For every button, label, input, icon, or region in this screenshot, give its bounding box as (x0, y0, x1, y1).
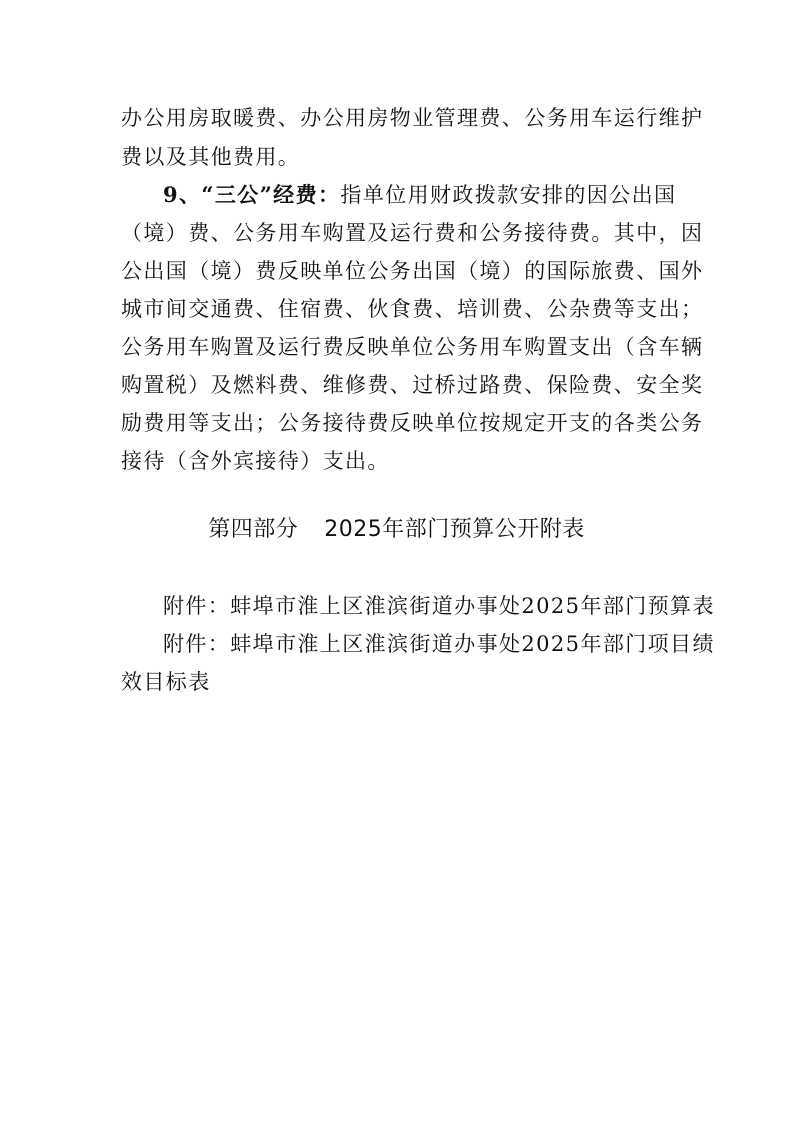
section-title: 2025年部门预算公开附表 (324, 517, 585, 542)
definition-text: 指单位用财政拨款安排的因公出国 (340, 183, 677, 207)
paragraph-line: 费以及其他费用。 (121, 145, 301, 169)
paragraph-line: 办公用房取暖费、办公用房物业管理费、公务用车运行维护 (121, 106, 704, 130)
definition-term: 9、“三公”经费： (163, 182, 341, 207)
definition-first-line (163, 177, 723, 213)
paragraph-line: 励费用等支出；公务接待费反映单位按规定开支的各类公务 (121, 411, 704, 435)
section-heading (0, 512, 793, 548)
paragraph-line: 接待（含外宾接待）支出。 (121, 449, 390, 473)
paragraph-line: 公出国（境）费反映单位公务出国（境）的国际旅费、国外 (121, 259, 704, 283)
attachment-item-continuation: 效目标表 (121, 670, 211, 694)
paragraph-line: 城市间交通费、住宿费、伙食费、培训费、公杂费等支出； (121, 297, 704, 321)
paragraph-line: （境）费、公务用车购置及运行费和公务接待费。其中，因 (121, 221, 704, 245)
paragraph-line: 公务用车购置及运行费反映单位公务用车购置支出（含车辆 (121, 335, 704, 359)
attachment-item: 附件：蚌埠市淮上区淮滨街道办事处2025年部门项目绩 (163, 632, 715, 656)
paragraph-line: 购置税）及燃料费、维修费、过桥过路费、保险费、安全奖 (121, 373, 704, 397)
attachment-item: 附件：蚌埠市淮上区淮滨街道办事处2025年部门预算表 (163, 594, 715, 618)
section-part-label: 第四部分 (208, 517, 299, 542)
